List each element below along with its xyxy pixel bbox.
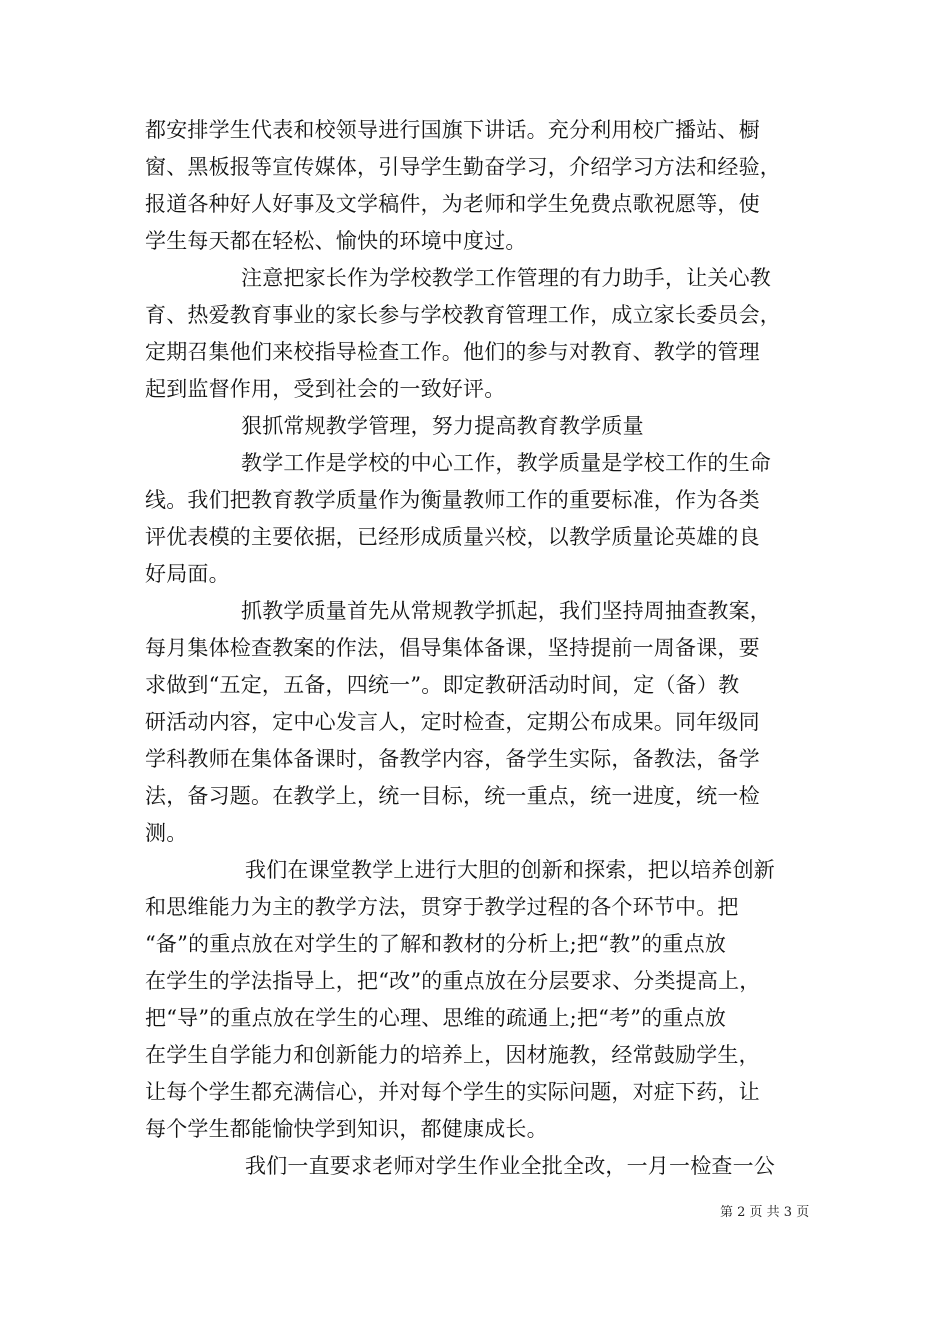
text-line: 定期召集他们来校指导检查工作。他们的参与对教育、教学的管理 — [145, 340, 760, 364]
paragraph-start-line: 抓教学质量首先从常规教学抓起，我们坚持周抽查教案， — [241, 599, 771, 623]
text-line: 报道各种好人好事及文学稿件，为老师和学生免费点歌祝愿等，使 — [145, 192, 760, 216]
text-line: 让每个学生都充满信心，并对每个学生的实际问题，对症下药，让 — [145, 1080, 760, 1104]
text-line: 在学生的学法指导上，把“改”的重点放在分层要求、分类提高上， — [145, 969, 761, 993]
paragraph-start-line: 注意把家长作为学校教学工作管理的有力助手，让关心教 — [241, 266, 771, 290]
text-line: 测。 — [145, 821, 188, 845]
text-line: 每个学生都能愉快学到知识，都健康成长。 — [145, 1117, 548, 1141]
text-line: 起到监督作用，受到社会的一致好评。 — [145, 377, 506, 401]
text-line: 育、热爱教育事业的家长参与学校教育管理工作，成立家长委员会， — [145, 303, 781, 327]
text-line: 法，备习题。在教学上，统一目标，统一重点，统一进度，统一检 — [145, 784, 760, 808]
page-number-footer: 第 2 页 共 3 页 — [720, 1205, 810, 1220]
text-line: “备”的重点放在对学生的了解和教材的分析上;把“教”的重点放 — [145, 932, 727, 956]
paragraph-start-line: 我们一直要求老师对学生作业全批全改，一月一检查一公 — [245, 1154, 775, 1178]
paragraph-start-line: 我们在课堂教学上进行大胆的创新和探索，把以培养创新 — [245, 858, 775, 882]
text-line: 每月集体检查教案的作法，倡导集体备课，坚持提前一周备课，要 — [145, 636, 760, 660]
text-line: 学生每天都在轻松、愉快的环境中度过。 — [145, 229, 527, 253]
text-line: 研活动内容，定中心发言人，定时检查，定期公布成果。同年级同 — [145, 710, 760, 734]
text-line: 把“导”的重点放在学生的心理、思维的疏通上;把“考”的重点放 — [145, 1006, 727, 1030]
text-line: 和思维能力为主的教学方法，贯穿于教学过程的各个环节中。把 — [145, 895, 739, 919]
text-line: 学科教师在集体备课时，备教学内容，备学生实际，备教法，备学 — [145, 747, 760, 771]
text-line: 窗、黑板报等宣传媒体，引导学生勤奋学习，介绍学习方法和经验， — [145, 155, 781, 179]
section-heading: 狠抓常规教学管理，努力提高教育教学质量 — [241, 414, 644, 438]
text-line: 求做到“五定，五备，四统一”。即定教研活动时间，定（备）教 — [145, 673, 740, 697]
text-line: 都安排学生代表和校领导进行国旗下讲话。充分利用校广播站、橱 — [145, 118, 760, 142]
text-line: 线。我们把教育教学质量作为衡量教师工作的重要标准，作为各类 — [145, 488, 760, 512]
text-line: 评优表模的主要依据，已经形成质量兴校，以教学质量论英雄的良 — [145, 525, 760, 549]
text-line: 好局面。 — [145, 562, 230, 586]
text-line: 在学生自学能力和创新能力的培养上，因材施教，经常鼓励学生， — [145, 1043, 760, 1067]
body-text — [145, 112, 815, 1185]
paragraph-start-line: 教学工作是学校的中心工作，教学质量是学校工作的生命 — [241, 451, 771, 475]
